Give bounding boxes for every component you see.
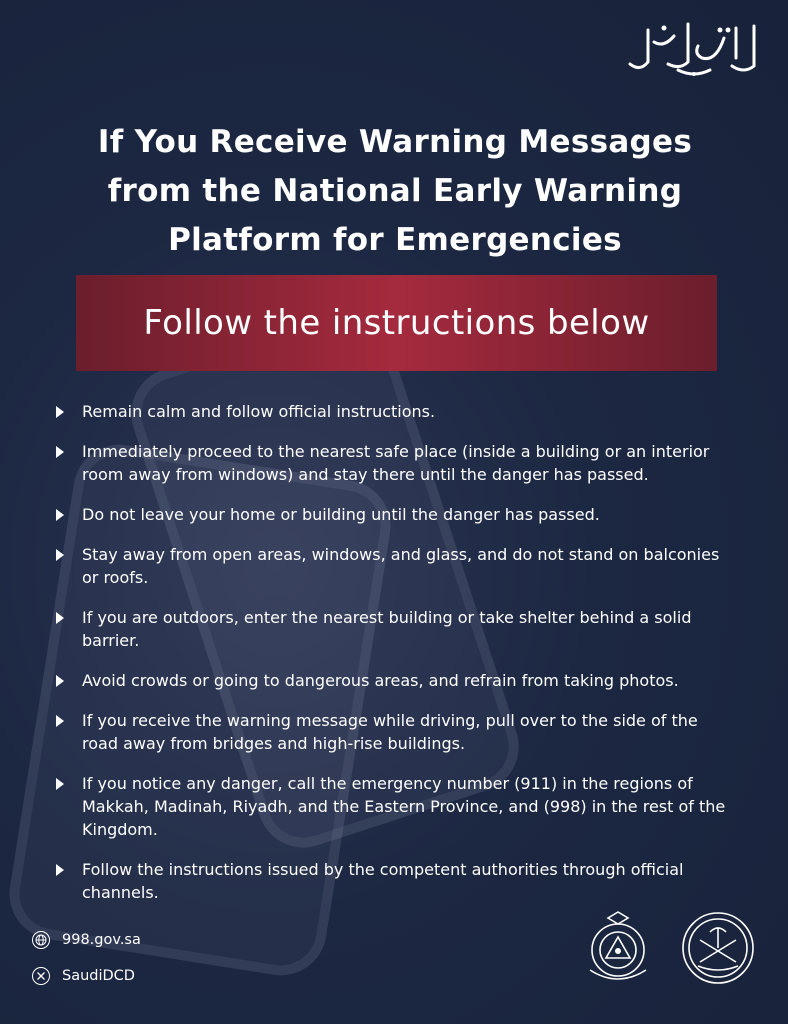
list-item-text: Immediately proceed to the nearest safe place (inside a building or an interior room away from windows) and stay there until the danger has passed.	[82, 442, 710, 484]
instruction-list	[56, 400, 736, 921]
globe-icon	[32, 931, 50, 949]
list-item	[56, 709, 736, 755]
x-icon	[32, 967, 50, 985]
civil-defense-emblem	[578, 910, 658, 990]
list-item	[56, 543, 736, 589]
bullet-arrow-icon	[56, 778, 64, 790]
bullet-arrow-icon	[56, 675, 64, 687]
title-line-2: from the National Early Warning	[107, 173, 683, 209]
social-link[interactable]	[32, 965, 141, 987]
bullet-arrow-icon	[56, 612, 64, 624]
page-title	[60, 118, 730, 265]
list-item-text: If you notice any danger, call the emergency number (911) in the regions of Makkah, Madinah, Riyadh, and the Eastern Province, and (998) in the rest of the Kingdom.	[82, 774, 726, 839]
list-item-text: Follow the instructions issued by the competent authorities through official channels.	[82, 860, 684, 902]
instructions-banner	[76, 275, 717, 371]
list-item-text: Avoid crowds or going to dangerous areas, and refrain from taking photos.	[82, 671, 679, 690]
website-link[interactable]	[32, 929, 141, 951]
title-line-1: If You Receive Warning Messages	[97, 124, 693, 160]
list-item	[56, 858, 736, 904]
list-item	[56, 772, 736, 841]
list-item-text: If you receive the warning message while driving, pull over to the side of the road away from bridges and high-rise buildings.	[82, 711, 698, 753]
list-item	[56, 503, 736, 526]
footer-links	[32, 929, 141, 1001]
list-item-text: Do not leave your home or building until the danger has passed.	[82, 505, 600, 524]
ministry-of-interior-emblem	[680, 910, 756, 986]
list-item-text: If you are outdoors, enter the nearest building or take shelter behind a solid barrier.	[82, 608, 692, 650]
social-label: SaudiDCD	[62, 968, 135, 984]
list-item	[56, 400, 736, 423]
list-item	[56, 440, 736, 486]
bullet-arrow-icon	[56, 406, 64, 418]
bullet-arrow-icon	[56, 446, 64, 458]
list-item	[56, 606, 736, 652]
list-item-text: Stay away from open areas, windows, and glass, and do not stand on balconies or roofs.	[82, 545, 720, 587]
bullet-arrow-icon	[56, 509, 64, 521]
list-item-text: Remain calm and follow official instructions.	[82, 402, 436, 421]
website-label: 998.gov.sa	[62, 932, 141, 948]
bullet-arrow-icon	[56, 864, 64, 876]
calligraphy-logo	[624, 18, 764, 82]
list-item	[56, 669, 736, 692]
bullet-arrow-icon	[56, 715, 64, 727]
banner-label: Follow the instructions below	[143, 303, 650, 343]
bullet-arrow-icon	[56, 549, 64, 561]
title-line-3: Platform for Emergencies	[168, 222, 622, 258]
